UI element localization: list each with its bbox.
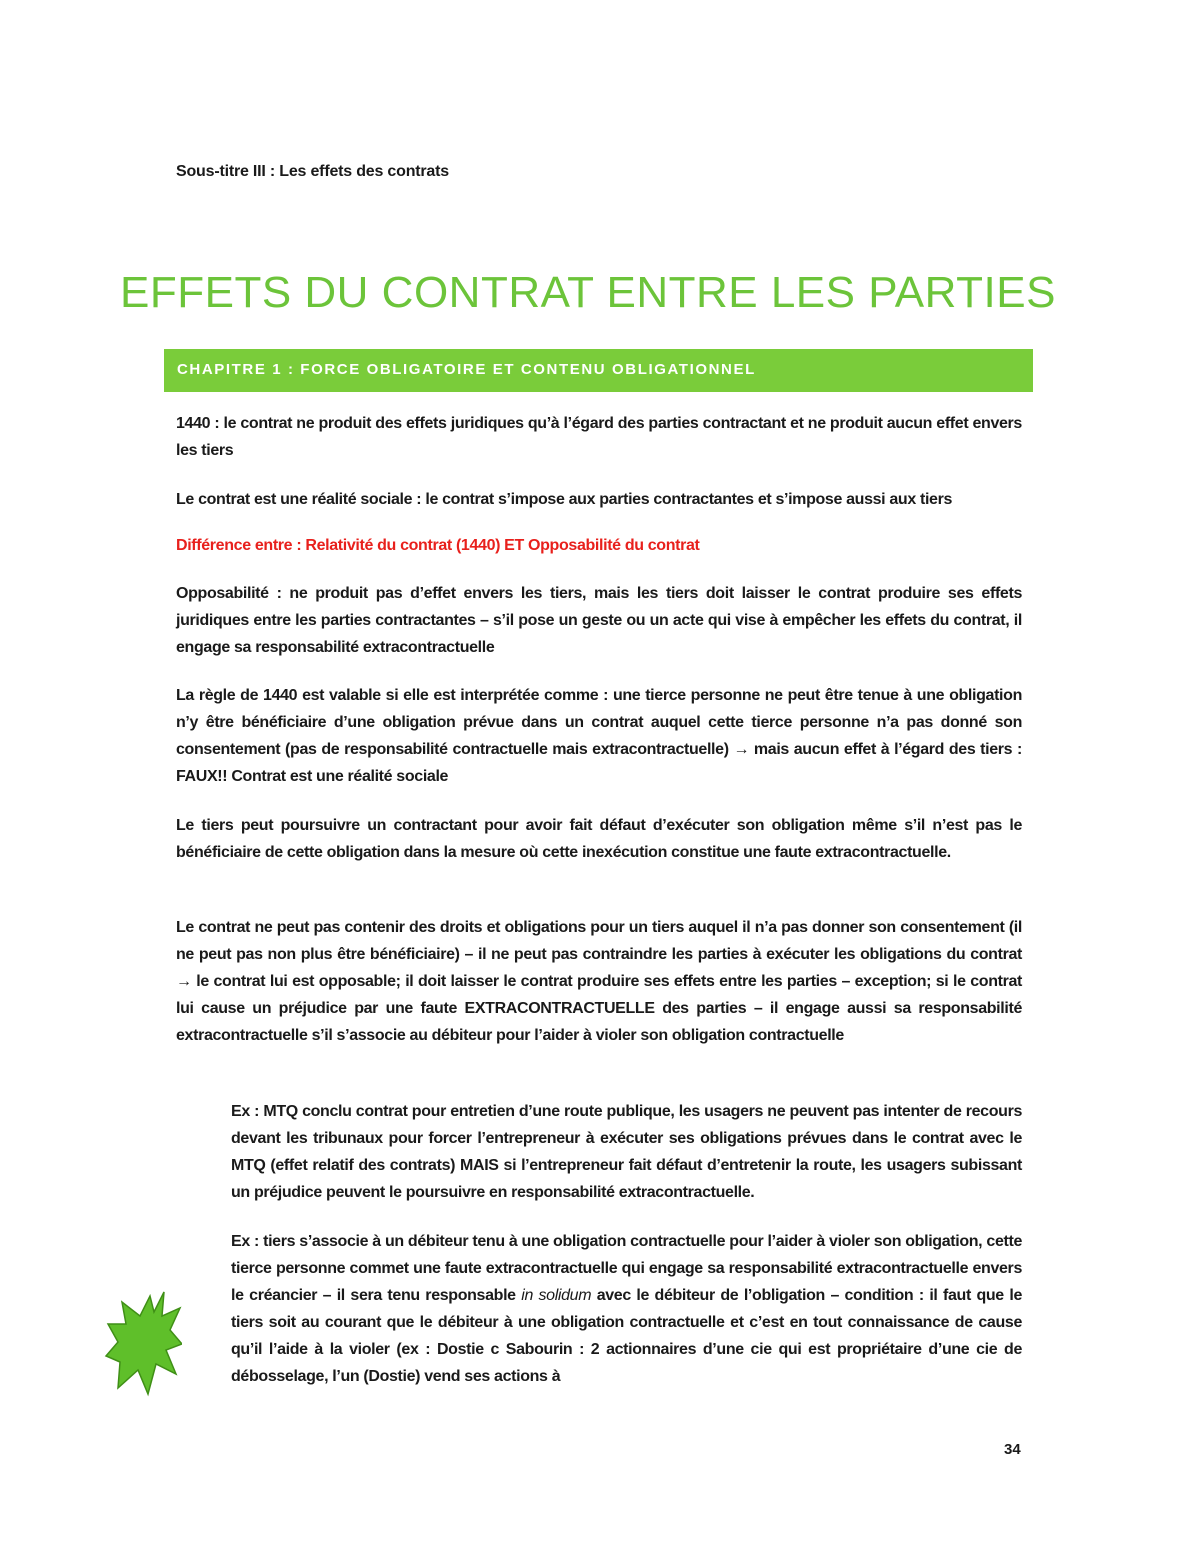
- paragraph-regle-1440: La règle de 1440 est valable si elle est interprétée comme : une tierce personne ne peut être tenue à une obligation n’y être bénéficiaire d’une obligation prévue dans un contrat auquel cette tierce personne n’a pas donné son consentement (pas de responsabilité contractuelle mais extracontractuelle) → mais aucun effet à l’égard des tiers : FAUX!! Contrat est une réalité sociale: [176, 687, 1022, 785]
- page-title: EFFETS DU CONTRAT ENTRE LES PARTIES: [120, 268, 1056, 317]
- paragraph-opposabilite: Opposabilité : ne produit pas d’effet envers les tiers, mais les tiers doit laisser le contrat produire ses effets juridiques entre les parties contractantes – s’il pose un geste ou un acte qui vise à empêcher les effets du contrat, il engage sa responsabilité extracontractuelle: [176, 585, 1022, 656]
- paragraph-difference: Différence entre : Relativité du contrat (1440) ET Opposabilité du contrat: [176, 537, 700, 554]
- page-number: 34: [1004, 1441, 1021, 1458]
- example-tiers-associe: [231, 1228, 1022, 1390]
- paragraph-contrat-droits: Le contrat ne peut pas contenir des droits et obligations pour un tiers auquel il n’a pas donner son consentement (il ne peut pas non plus être bénéficiaire) – il ne peut pas contraindre les parties à exécuter les obligations du contrat → le contrat lui est opposable; il doit laisser le contrat produire ses effets entre les parties – exception; si le contrat lui cause un préjudice par une faute EXTRACONTRACTUELLE des parties – il engage aussi sa responsabilité extracontractuelle s’il s’associe au débiteur pour l’aider à violer son obligation contractuelle: [176, 919, 1022, 1044]
- paragraph-1440: 1440 : le contrat ne produit des effets juridiques qu’à l’égard des parties contractant et ne produit aucun effet envers les tiers: [176, 415, 1022, 459]
- starburst-icon: [104, 1290, 182, 1398]
- paragraph-realite-sociale: Le contrat est une réalité sociale : le contrat s’impose aux parties contractantes et s’impose aussi aux tiers: [176, 491, 953, 508]
- chapter-heading-bar: [164, 349, 1033, 392]
- paragraph-tiers-poursuite: Le tiers peut poursuivre un contractant pour avoir fait défaut d’exécuter son obligation même s’il n’est pas le bénéficiaire de cette obligation dans la mesure où cette inexécution constitue une faute extracontractuelle.: [176, 817, 1022, 861]
- example-text-part: avec le débiteur de l’obligation – condition : il faut que le tiers soit au courant que le débiteur à une obligation contractuelle et c’est en tout connaissance de cause qu’il l’aide à la violer (ex : Dostie c Sabourin : 2 actionnaires d’une cie qui est propriétaire d’une cie de débosselage, l’un (Dostie) vend ses actions à: [231, 1287, 1022, 1385]
- example-mtq: Ex : MTQ conclu contrat pour entretien d’une route publique, les usagers ne peuvent pas intenter de recours devant les tribunaux pour forcer l’entrepreneur à exécuter ses obligations prévues dans le contrat avec le MTQ (effet relatif des contrats) MAIS si l’entrepreneur fait défaut d’entretenir la route, les usagers subissant un préjudice peuvent le poursuivre en responsabilité extracontractuelle.: [231, 1103, 1022, 1201]
- example-italic-term: in solidum: [521, 1287, 592, 1304]
- chapter-heading-label: CHAPITRE 1 : FORCE OBLIGATOIRE ET CONTENU OBLIGATIONNEL: [177, 361, 756, 378]
- example-text-part: Ex : tiers s’associe à un débiteur tenu à une obligation contractuelle pour l’aider à violer son obligation, cette tierce personne commet une faute extracontractuelle qui engage sa responsabilité extracontractuelle envers le créancier – il sera tenu responsable: [231, 1233, 1022, 1304]
- page-subtitle: Sous-titre III : Les effets des contrats: [176, 163, 449, 180]
